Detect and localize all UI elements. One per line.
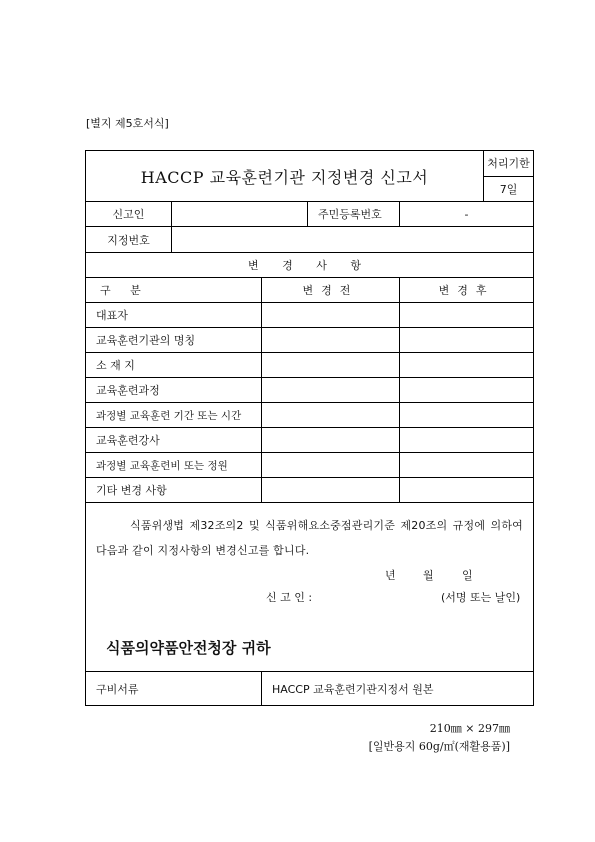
form-number-label: [별지 제5호서식] xyxy=(86,117,169,130)
designation-number-label: 지정번호 xyxy=(86,227,172,253)
day-label: 일 xyxy=(462,569,473,582)
before-cell[interactable] xyxy=(262,453,400,478)
designation-number-field[interactable] xyxy=(172,227,534,253)
attachments-row xyxy=(86,672,534,706)
change-row-duration xyxy=(86,403,534,428)
change-row-fee xyxy=(86,453,534,478)
resident-number-field[interactable]: - xyxy=(400,202,534,227)
after-cell[interactable] xyxy=(400,453,534,478)
before-cell[interactable] xyxy=(262,353,400,378)
before-cell[interactable] xyxy=(262,303,400,328)
row-label: 대표자 xyxy=(86,303,262,328)
recipient: 식품의약품안전청장 귀하 xyxy=(106,639,271,657)
row-label: 과정별 교육훈련비 또는 정원 xyxy=(86,453,262,478)
row-label: 교육훈련강사 xyxy=(86,428,262,453)
before-cell[interactable] xyxy=(262,378,400,403)
before-cell[interactable] xyxy=(262,403,400,428)
declaration-cell xyxy=(86,503,534,672)
row-label: 기타 변경 사항 xyxy=(86,478,262,503)
row-label: 과정별 교육훈련 기간 또는 시간 xyxy=(86,403,262,428)
after-cell[interactable] xyxy=(400,328,534,353)
paper-spec: [일반용지 60g/㎡(재활용품)] xyxy=(368,740,510,753)
signature-line xyxy=(96,589,523,611)
attachments-value: HACCP 교육훈련기관지정서 원본 xyxy=(262,672,534,706)
signer-label: 신 고 인 : xyxy=(266,591,313,604)
before-cell[interactable] xyxy=(262,478,400,503)
applicant-row xyxy=(86,202,534,227)
signature-note: (서명 또는 날인) xyxy=(441,591,521,604)
declaration-row xyxy=(86,503,534,672)
date-line xyxy=(96,567,523,589)
attachments-label: 구비서류 xyxy=(86,672,262,706)
after-cell[interactable] xyxy=(400,428,534,453)
change-row-instructor xyxy=(86,428,534,453)
processing-period-value: 7일 xyxy=(484,176,534,202)
change-row-representative xyxy=(86,303,534,328)
after-cell[interactable] xyxy=(400,478,534,503)
resident-number-label: 주민등록번호 xyxy=(308,202,400,227)
before-column-header: 변경전 xyxy=(262,278,400,303)
changes-heading-row xyxy=(86,253,534,278)
processing-period-label: 처리기한 xyxy=(484,151,534,177)
declaration-text: 식품위생법 제32조의2 및 식품위해요소중점관리기준 제20조의 규정에 의하여 다음과 같이 지정사항의 변경신고를 합니다. xyxy=(96,519,524,557)
change-row-other xyxy=(86,478,534,503)
month-label: 월 xyxy=(423,569,434,582)
designation-row xyxy=(86,227,534,253)
year-label: 년 xyxy=(385,569,396,582)
after-column-header: 변경후 xyxy=(400,278,534,303)
applicant-label: 신고인 xyxy=(86,202,172,227)
after-cell[interactable] xyxy=(400,303,534,328)
change-row-course xyxy=(86,378,534,403)
after-cell[interactable] xyxy=(400,378,534,403)
changes-heading: 변 경 사 항 xyxy=(86,253,534,278)
row-label: 소 재 지 xyxy=(86,353,262,378)
title-row-top xyxy=(86,151,534,177)
form-title: HACCP 교육훈련기관 지정변경 신고서 xyxy=(86,151,484,202)
after-cell[interactable] xyxy=(400,353,534,378)
category-column-header: 구 분 xyxy=(86,278,262,303)
before-cell[interactable] xyxy=(262,328,400,353)
before-cell[interactable] xyxy=(262,428,400,453)
change-row-address xyxy=(86,353,534,378)
row-label: 교육훈련기관의 명칭 xyxy=(86,328,262,353)
row-label: 교육훈련과정 xyxy=(86,378,262,403)
after-cell[interactable] xyxy=(400,403,534,428)
column-header-row xyxy=(86,278,534,303)
paper-size: 210㎜ × 297㎜ xyxy=(429,722,510,735)
change-report-form xyxy=(85,150,534,706)
applicant-field[interactable] xyxy=(172,202,308,227)
change-row-institution-name xyxy=(86,328,534,353)
